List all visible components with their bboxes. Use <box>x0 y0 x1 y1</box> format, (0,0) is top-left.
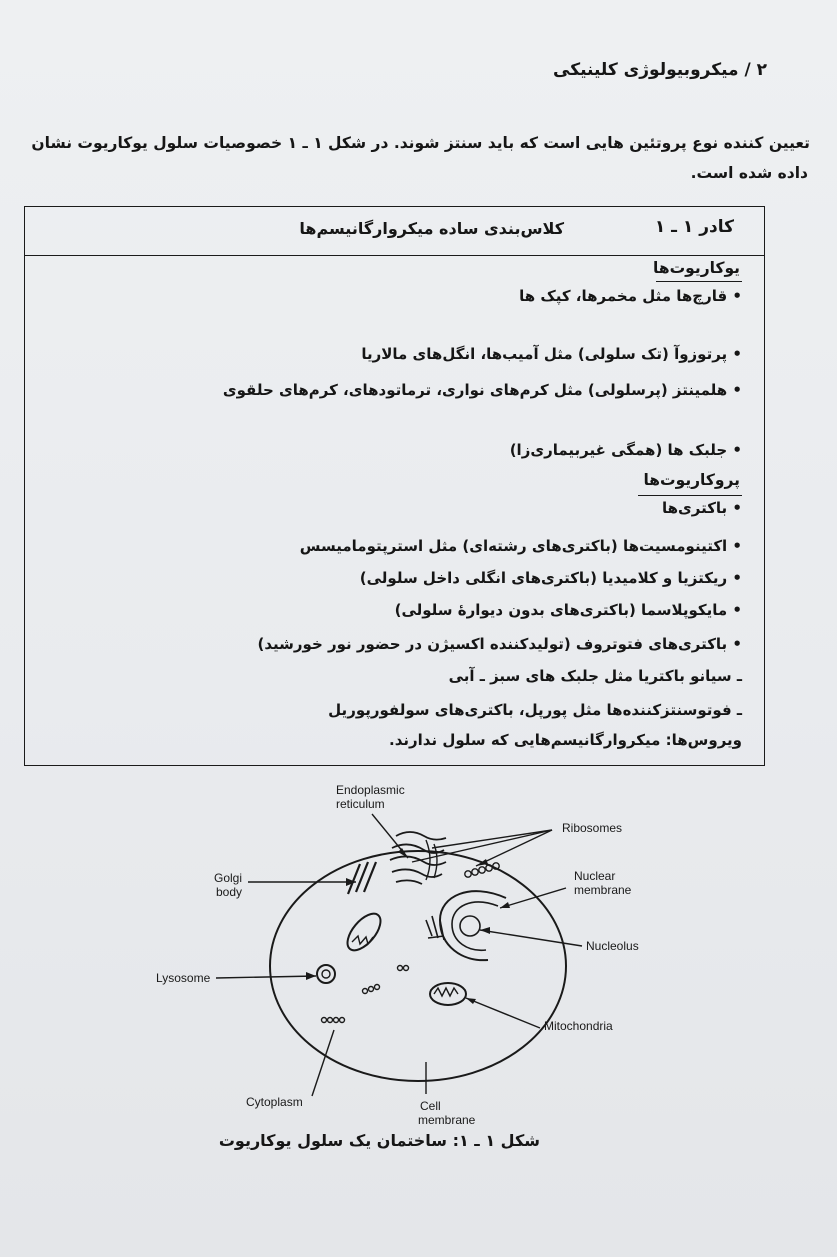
figure-caption: شکل ۱ ـ ۱: ساختمان یک سلول یوکاریوت <box>218 1131 540 1150</box>
label-golgi-2: body <box>216 885 243 899</box>
label-er-2: reticulum <box>336 797 385 811</box>
list-item: • قارچ‌ها مثل مخمرها، کپک ها <box>519 287 742 305</box>
intro-line-1: تعیین کننده نوع پروتئین هایی است که باید سنتز شوند. در شکل ۱ ـ ۱ خصوصیات سلول یوکاریوت نشان <box>31 134 810 152</box>
prokaryotes-title: پروکاریوت‌ها <box>643 471 740 489</box>
box-title: کلاس‌بندی ساده میکروارگانیسم‌ها <box>299 219 564 238</box>
intro-line-2: داده شده است. <box>690 164 808 182</box>
golgi-shape <box>348 862 376 894</box>
label-golgi-1: Golgi <box>214 871 243 885</box>
label-lysosome: Lysosome <box>156 971 211 985</box>
label-nucleolus: Nucleolus <box>586 939 639 953</box>
label-cell-1: Cell <box>420 1099 441 1113</box>
lysosome-shape <box>317 965 335 983</box>
list-item: ویروس‌ها: میکروارگانیسم‌هایی که سلول ندارند. <box>389 731 742 749</box>
classification-box <box>24 206 765 766</box>
list-item: • مایکوپلاسما (باکتری‌های بدون دیوارهٔ سلولی) <box>394 601 742 619</box>
list-item: ـ فوتوسنتزکننده‌ها مثل پورپل، باکتری‌های سولفورپوریل <box>328 701 742 719</box>
list-item: • باکتری‌های فتوتروف (تولیدکننده اکسیژن در حضور نور خورشید) <box>257 635 742 653</box>
running-head: ۲ / میکروبیولوژی کلینیکی <box>553 60 767 80</box>
label-nuclear-1: Nuclear <box>574 869 616 883</box>
list-item: • هلمینتز (پرسلولی) مثل کرم‌های نواری، ترماتودهای، کرم‌های حلقوی <box>222 381 742 399</box>
box-header <box>25 207 764 256</box>
list-item: • جلبک ها (همگی غیربیماری‌زا) <box>509 441 742 459</box>
list-item: • ریکتزیا و کلامیدیا (باکتری‌های انگلی داخل سلولی) <box>359 569 742 587</box>
cell-diagram <box>0 770 837 1130</box>
list-item: • پرتوزوآ (تک سلولی) مثل آمیب‌ها، انگل‌های مالاریا <box>361 345 742 363</box>
label-mitochondria: Mitochondria <box>544 1019 613 1033</box>
box-label: کادر ۱ ـ ۱ <box>654 217 734 237</box>
list-item: • اکتینومسیت‌ها (باکتری‌های رشته‌ای) مثل استرپتومامیسس <box>299 537 742 555</box>
label-cytoplasm: Cytoplasm <box>246 1095 303 1109</box>
prokaryotes-underline <box>638 495 742 496</box>
label-cell-2: membrane <box>418 1113 476 1127</box>
list-item: • باکتری‌ها <box>661 499 742 517</box>
eukaryotes-title: یوکاریوت‌ها <box>653 259 740 277</box>
mitochondrion-shape <box>430 983 466 1005</box>
label-nuclear-2: membrane <box>574 883 632 897</box>
eukaryotes-underline <box>656 281 742 282</box>
mitochondrion-shape <box>341 908 386 956</box>
cell-membrane-shape <box>270 851 566 1081</box>
intro-paragraph <box>30 128 810 188</box>
label-er-1: Endoplasmic <box>336 783 405 797</box>
list-item: ـ سیانو باکتریا مثل جلبک های سبز ـ آبی <box>448 667 742 685</box>
nucleolus-shape <box>460 916 480 936</box>
label-ribosomes: Ribosomes <box>562 821 623 835</box>
